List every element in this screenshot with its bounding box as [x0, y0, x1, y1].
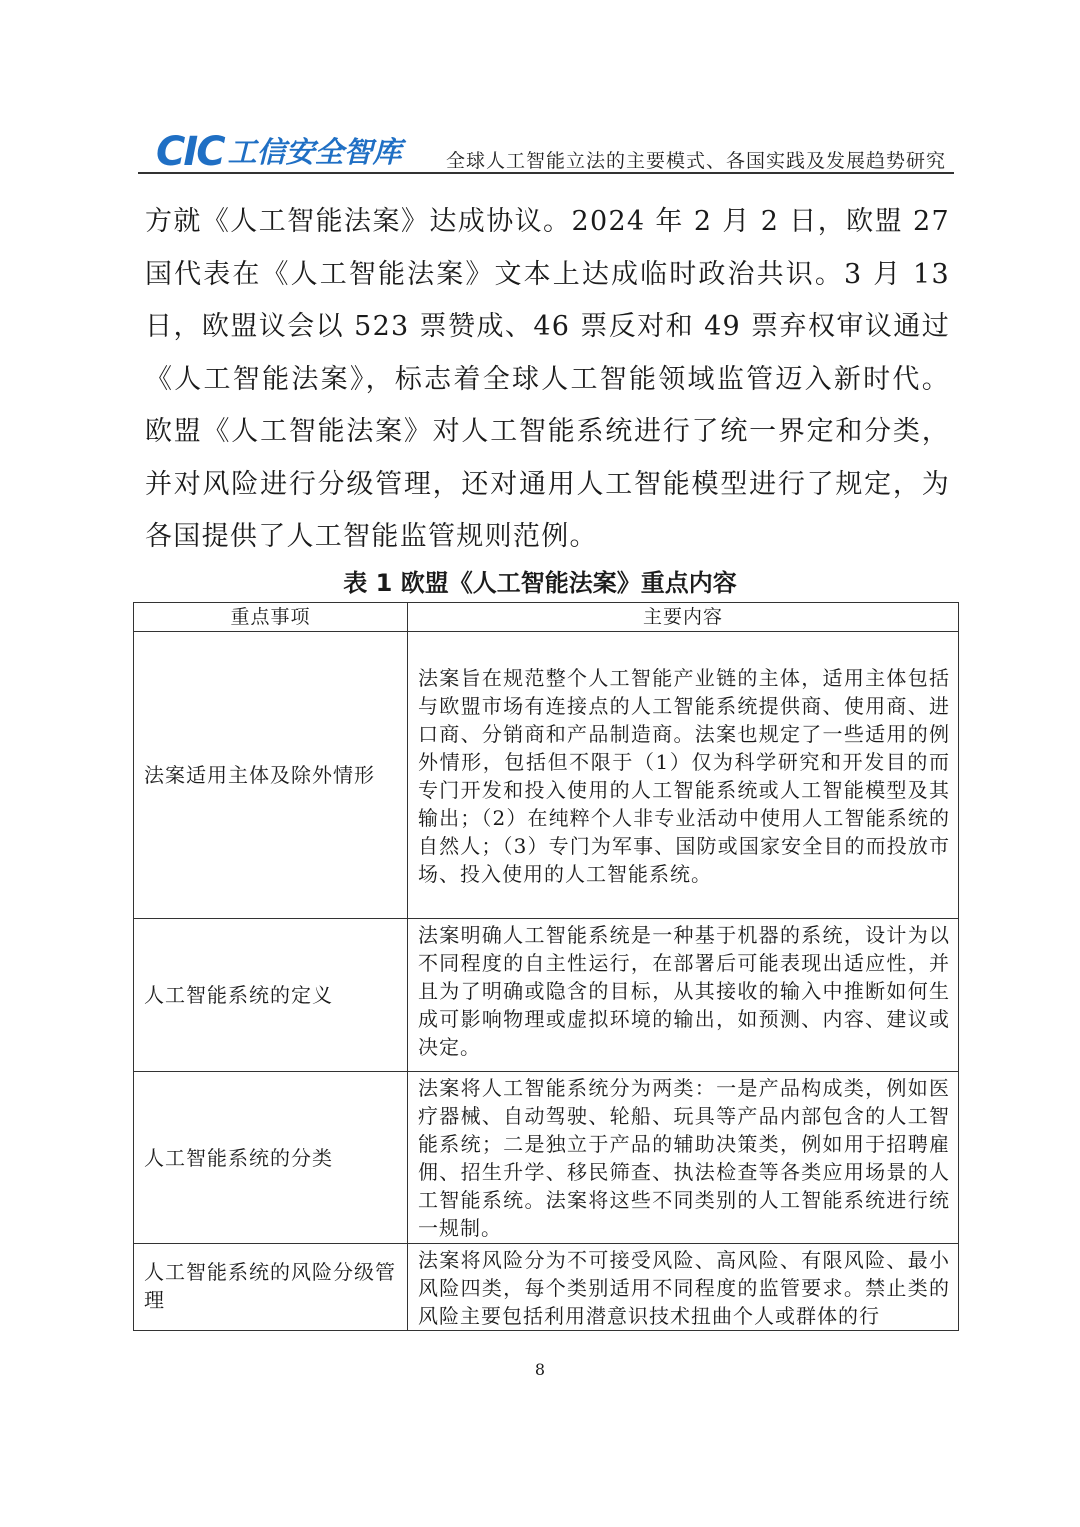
- row-content-text: 法案明确人工智能系统是一种基于机器的系统，设计为以不同程度的自主性运行，在部署后可能表现出适应性，并且为了明确或隐含的目标，从其接收的输入中推断如何生成可影响物理或虚拟环境的输出，如预测、内容、建议或决定。: [418, 923, 950, 1059]
- row-item-cell: 人工智能系统的分类: [134, 1072, 408, 1244]
- table-header-row: [134, 603, 959, 632]
- page-header: [138, 130, 954, 174]
- row-item-cell: 人工智能系统的风险分级管理: [134, 1244, 408, 1331]
- table-row: [134, 1244, 959, 1331]
- row-content-cell: [408, 1244, 959, 1331]
- body-paragraph: 方就《人工智能法案》达成协议。2024 年 2 月 2 日，欧盟 27 国代表在《人工智能法案》文本上达成临时政治共识。3 月 13 日，欧盟议会以 523 票赞成、46 票反对和 49 票弃权审议通过《人工智能法案》，标志着全球人工智能领域监管迈入新时代。欧盟《人工智能法案》对人工智能系统进行了统一界定和分类，并对风险进行分级管理，还对通用人工智能模型进行了规定，为各国提供了人工智能监管规则范例。: [145, 206, 950, 552]
- header-divider: [138, 172, 954, 174]
- row-content-text: 法案旨在规范整个人工智能产业链的主体，适用主体包括与欧盟市场有连接点的人工智能系统提供商、使用商、进口商、分销商和产品制造商。法案也规定了一些适用的例外情形，包括但不限于（1）仅为科学研究和开发目的而专门开发和投入使用的人工智能系统或人工智能模型及其输出；（2）在纯粹个人非专业活动中使用人工智能系统的自然人；（3）专门为军事、国防或国家安全目的而投放市场、投入使用的人工智能系统。: [418, 666, 950, 886]
- key-content-table: [133, 602, 959, 1331]
- row-content-cell: [408, 1072, 959, 1244]
- row-content-cell: [408, 632, 959, 919]
- table-row: [134, 632, 959, 919]
- row-content-text: 法案将人工智能系统分为两类：一是产品构成类，例如医疗器械、自动驾驶、轮船、玩具等产品内部包含的人工智能系统；二是独立于产品的辅助决策类，例如用于招聘雇佣、招生升学、移民筛查、执法检查等各类应用场景的人工智能系统。法案将这些不同类别的人工智能系统进行统一规制。: [418, 1076, 950, 1240]
- table-row: [134, 919, 959, 1072]
- page-number: 8: [534, 1360, 546, 1379]
- table-caption: 表 1 欧盟《人工智能法案》重点内容: [343, 569, 737, 597]
- table-row: [134, 1072, 959, 1244]
- header-cell-content: 主要内容: [408, 603, 959, 632]
- header-cell-item: 重点事项: [134, 603, 408, 632]
- logo-mark: CIC: [156, 129, 224, 175]
- row-item-cell: 人工智能系统的定义: [134, 919, 408, 1072]
- header-title: 全球人工智能立法的主要模式、各国实践及发展趋势研究: [445, 150, 946, 172]
- row-content-text: 法案将风险分为不可接受风险、高风险、有限风险、最小风险四类，每个类别适用不同程度的监管要求。禁止类的风险主要包括利用潜意识技术扭曲个人或群体的行: [418, 1248, 950, 1328]
- row-item-cell: 法案适用主体及除外情形: [134, 632, 408, 919]
- logo-text: 工信安全智库: [227, 135, 402, 169]
- cic-logo: [156, 129, 402, 175]
- row-content-cell: [408, 919, 959, 1072]
